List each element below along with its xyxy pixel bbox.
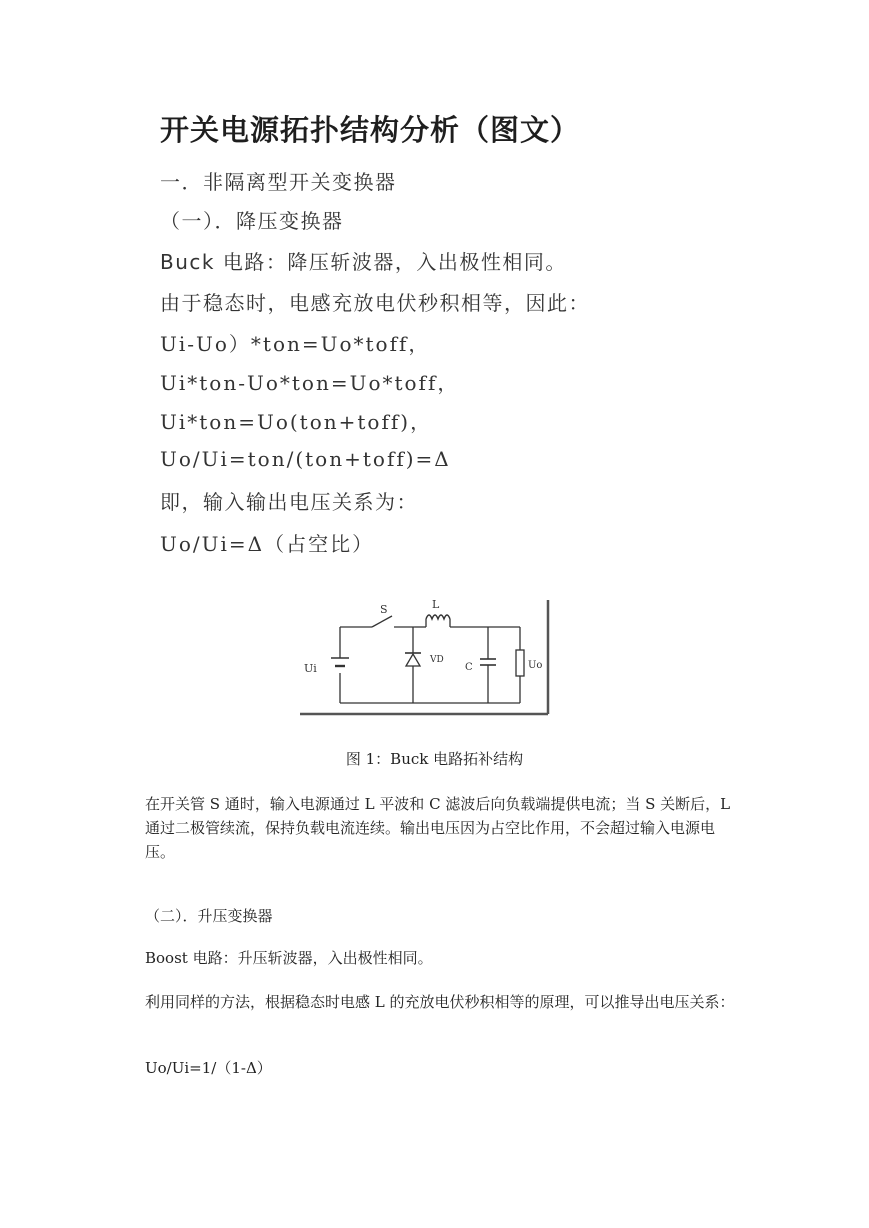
label-output-voltage: Uo [528,660,543,671]
label-inductor: L [432,600,440,611]
buck-intro-line: Buck 电路：降压斩波器，入出极性相同。 [160,250,567,274]
equation-6: Uo/Ui=1/（1-Δ） [145,1059,272,1077]
document-title: 开关电源拓扑结构分析（图文） [160,113,581,147]
boost-intro-line: Boost 电路：升压斩波器，入出极性相同。 [145,949,433,967]
buck-explanation-paragraph: 在开关管 S 通时，输入电源通过 L 平波和 C 滤波后向负载端提供电流；当 S 关断后，L 通过二极管续流，保持负载电流连续。输出电压因为占空比作用，不会超过输入电源电压。 [145,795,731,861]
relation-intro-line: 即，输入输出电压关系为： [160,490,418,514]
section-heading-non-isolated: 一．非隔离型开关变换器 [160,170,397,194]
buck-reason-line: 由于稳态时，电感充放电伏秒积相等，因此： [160,291,590,315]
diode-triangle [406,654,420,666]
equation-2: Ui*ton-Uo*ton=Uo*toff， [160,371,460,395]
buck-circuit-diagram [300,600,560,722]
label-switch: S [380,603,388,616]
subsection-heading-buck: （一）．降压变换器 [160,209,344,233]
equation-3: Ui*ton=Uo(ton+toff)， [160,410,433,434]
equation-4: Uo/Ui=ton/(ton+toff)=Δ [160,447,451,471]
figure-caption: 图 1：Buck 电路拓补结构 [345,750,524,768]
subsection-heading-boost: （二）．升压变换器 [145,907,273,925]
boost-explanation-paragraph: 利用同样的方法，根据稳态时电感 L 的充放电伏秒积相等的原理，可以推导出电压关系： [145,993,735,1011]
equation-1: Ui-Uo）*ton=Uo*toff， [160,332,431,356]
switch-blade [372,616,392,627]
label-input-voltage: Ui [304,662,317,675]
label-diode: VD [430,655,444,665]
load-resistor [516,650,524,676]
inductor-coil [426,615,450,619]
label-capacitor: C [465,662,473,673]
equation-5: Uo/Ui=Δ（占空比） [160,532,375,556]
